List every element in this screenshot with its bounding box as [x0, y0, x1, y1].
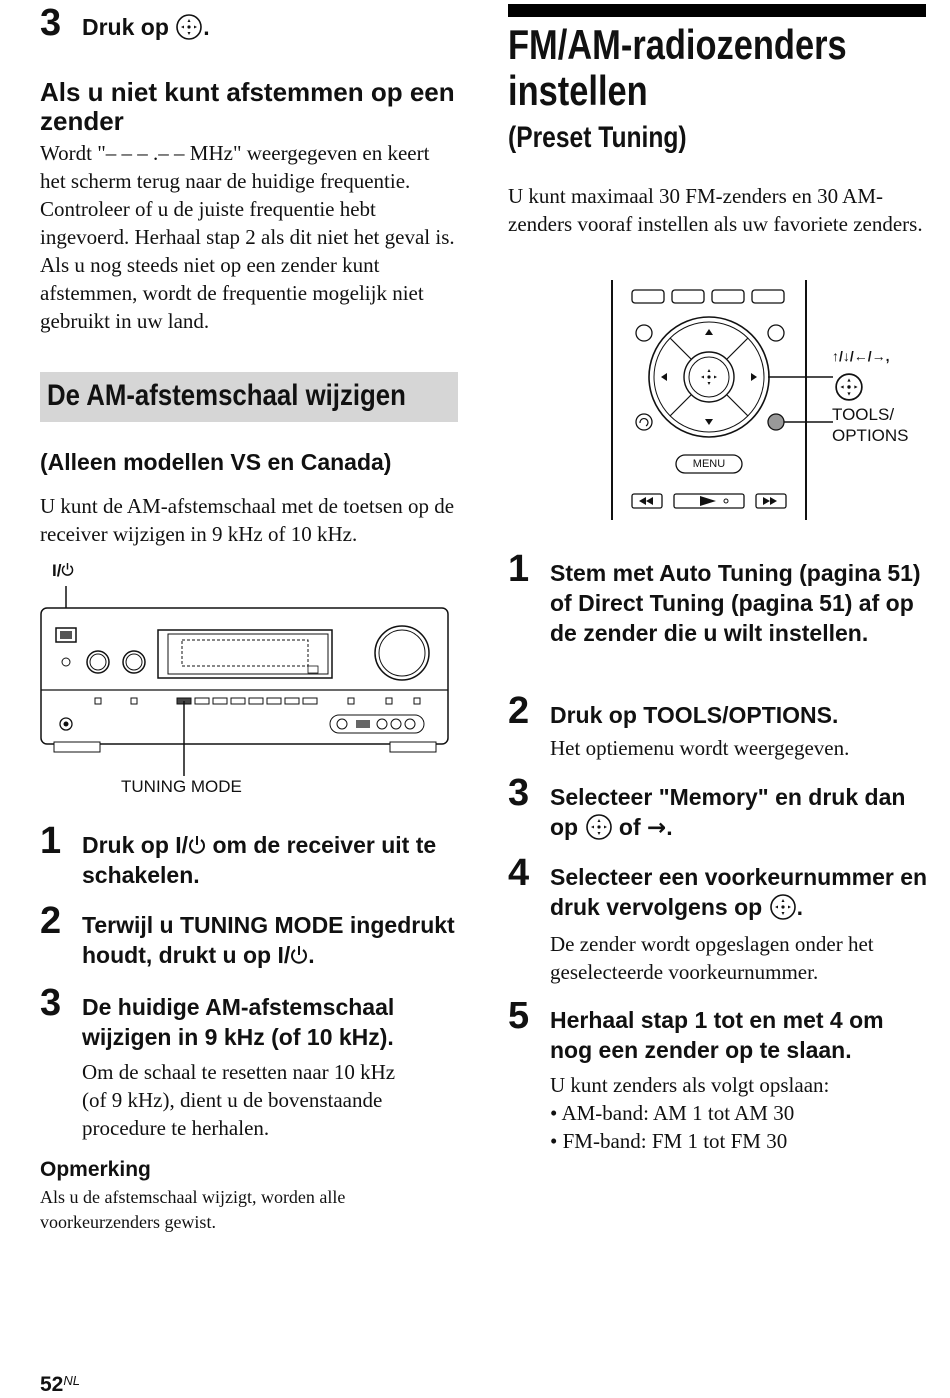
step-number: 2: [508, 690, 530, 732]
enter-icon: [769, 893, 797, 921]
page-number-value: 52: [40, 1373, 64, 1396]
tools-label-line: TOOLS/: [832, 405, 895, 424]
no-station-text: Wordt "– – – .– – MHz" weergegeven en keert het scherm terug naar de huidige frequentie. Controleer of u de juiste frequentie hebt ingevoerd. Herhaal stap 2 als dit niet het geval is. Als u nog steeds niet op een zender kunt afstemmen, wordt de frequentie mogelijk niet gebruikt in uw land.: [40, 141, 455, 333]
step-title-text: Druk op: [82, 14, 169, 40]
receiver-illustration: [40, 558, 458, 802]
step-title-part: .: [308, 942, 315, 968]
section-subtitle: (Alleen modellen VS en Canada): [40, 449, 392, 475]
step-text: Om de schaal te resetten naar 10 kHz (of 9 kHz), dient u de bovenstaande procedure te herhalen.: [82, 1060, 396, 1140]
arrows-label: ↑/↓/←/→,: [832, 348, 890, 364]
power-icon: [290, 944, 308, 966]
step-title: Druk op TOOLS/OPTIONS.: [550, 702, 839, 728]
right-step-2: [508, 690, 926, 770]
right-arrow-icon: →: [647, 815, 667, 841]
intro-text: U kunt maximaal 30 FM-zenders en 30 AM-zenders vooraf instellen als uw favoriete zenders.: [508, 184, 923, 236]
step-title: [82, 910, 470, 970]
left-step-1: [40, 820, 458, 900]
right-step-5: [508, 995, 926, 1165]
right-step-3: [508, 772, 926, 852]
page-number-suffix: NL: [63, 1373, 80, 1388]
tools-label: [832, 404, 909, 446]
power-label-text: I/: [52, 561, 62, 580]
enter-icon: [834, 372, 864, 402]
right-step-1: [508, 548, 926, 683]
step-text: U kunt zenders als volgt opslaan:: [550, 1073, 830, 1097]
step-title: [82, 830, 458, 890]
page-title: [508, 22, 847, 114]
bullet-item: • AM-band: AM 1 tot AM 30: [550, 1101, 795, 1125]
enter-icon: [175, 13, 203, 41]
left-step-3: [40, 982, 458, 1152]
step-title: Herhaal stap 1 tot en met 4 om nog een zender op te slaan.: [550, 1007, 884, 1063]
page-title-line: FM/AM-radiozenders: [508, 21, 847, 68]
step-title-end: .: [203, 14, 210, 40]
step-number: 5: [508, 995, 530, 1037]
step-number: 4: [508, 852, 530, 894]
tuning-mode-label: TUNING MODE: [121, 777, 242, 796]
step-number: 3: [40, 2, 62, 44]
step-text: Het optiemenu wordt weergegeven.: [550, 736, 850, 760]
step-number: 2: [40, 900, 62, 942]
step-title: De huidige AM-afstemschaal wijzigen in 9 kHz (of 10 kHz).: [82, 994, 395, 1050]
page-number: [40, 1368, 80, 1398]
step-number: 1: [508, 548, 530, 590]
step-title-part: om de receiver uit te schakelen.: [82, 832, 437, 888]
receiver-drawing: [40, 558, 458, 802]
page-subtitle: (Preset Tuning): [508, 121, 687, 154]
section-title: De AM-afstemschaal wijzigen: [47, 379, 406, 412]
step-number: 3: [40, 982, 62, 1024]
left-step-2: [40, 900, 470, 980]
step-title-part: of: [618, 814, 641, 840]
step-title: [550, 782, 926, 843]
title-rule: [508, 4, 926, 17]
step-title-part: Selecteer "Memory" en druk dan op: [550, 784, 906, 840]
step-title-part: .: [666, 814, 673, 840]
step-title-part: Druk op I/: [82, 832, 189, 858]
note-text: Als u de afstemschaal wijzigt, worden alle voorkeurzenders gewist.: [40, 1187, 346, 1232]
no-station-heading: Als u niet kunt afstemmen op een zender: [40, 77, 455, 136]
note-heading: Opmerking: [40, 1158, 151, 1181]
section-title-bar: [40, 372, 458, 422]
tools-label-line: OPTIONS: [832, 426, 909, 445]
step-title-part: .: [796, 894, 803, 920]
step-number: 3: [508, 772, 530, 814]
remote-drawing: [608, 278, 926, 522]
step-number: 1: [40, 820, 62, 862]
bullet-item: • FM-band: FM 1 tot FM 30: [550, 1129, 788, 1153]
remote-illustration: [608, 278, 926, 522]
step-title: Stem met Auto Tuning (pagina 51) of Direct Tuning (pagina 51) af op de zender die u wilt instellen.: [550, 560, 921, 646]
power-icon: [188, 834, 206, 856]
enter-icon: [585, 813, 613, 841]
step-text: De zender wordt opgeslagen onder het geselecteerde voorkeurnummer.: [550, 932, 874, 984]
section-intro: U kunt de AM-afstemschaal met de toetsen op de receiver wijzigen in 9 kHz of 10 kHz.: [40, 494, 455, 546]
step-title-part: Terwijl u TUNING MODE ingedrukt houdt, drukt u op I/: [82, 912, 455, 968]
step-title-part: Selecteer een voorkeurnummer en druk vervolgens op: [550, 864, 928, 920]
menu-label: MENU: [692, 458, 726, 470]
page-title-line: instellen: [508, 67, 648, 114]
step-title: [550, 862, 928, 922]
right-step-4: [508, 852, 928, 992]
step-title: [82, 12, 210, 42]
top-step: [40, 0, 458, 46]
